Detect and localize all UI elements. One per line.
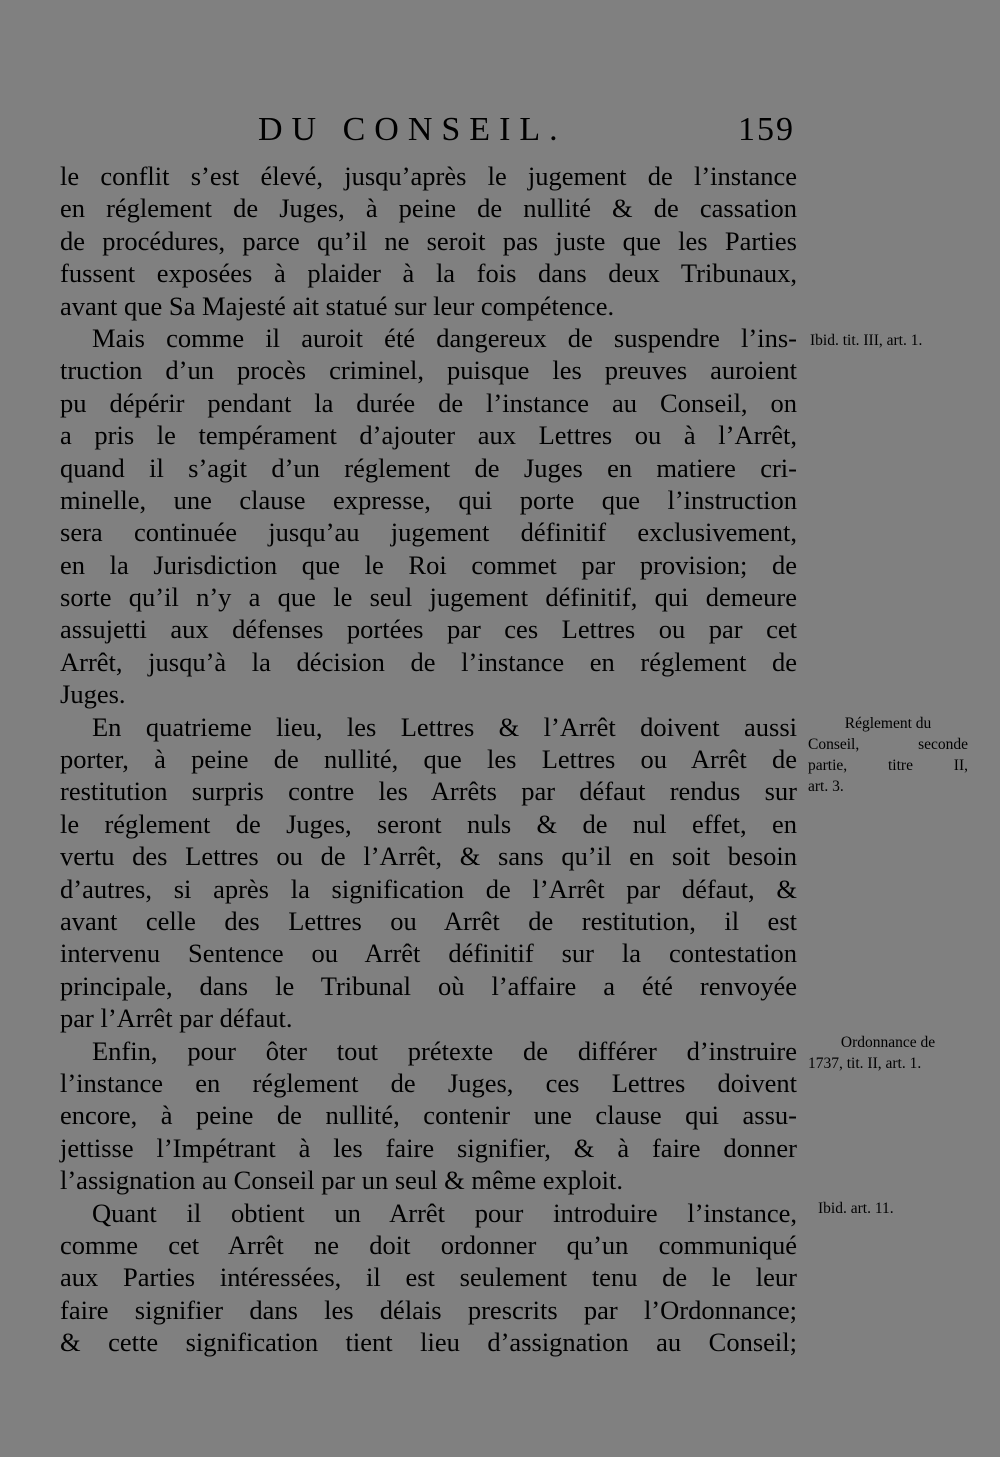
text-line: pu dépérir pendant la durée de l’instance au Conseil, on <box>60 387 797 418</box>
text-line: jettisse l’Impétrant à les faire signifier, & à faire donner <box>60 1132 797 1163</box>
margin-note-4 <box>818 1198 968 1219</box>
margin-note-line: partie, titre II, <box>808 757 968 774</box>
text-line: minelle, une clause expresse, qui porte que l’instruction <box>60 484 797 515</box>
margin-note-line: Ibid. art. 11. <box>818 1200 894 1217</box>
text-line: En quatrieme lieu, les Lettres & l’Arrêt doivent aussi <box>92 711 797 742</box>
text-line: le réglement de Juges, seront nuls & de nul effet, en <box>60 808 797 839</box>
text-line: Mais comme il auroit été dangereux de suspendre l’ins- <box>92 322 797 353</box>
margin-note-line: art. 3. <box>808 778 844 795</box>
text-line: l’instance en réglement de Juges, ces Lettres doivent <box>60 1067 797 1098</box>
text-line: en réglement de Juges, à peine de nullité & de cassation <box>60 193 797 224</box>
text-line: Juges. <box>60 679 126 710</box>
running-header <box>0 108 1000 152</box>
text-line: vertu des Lettres ou de l’Arrêt, & sans qu’il en soit besoin <box>60 841 797 872</box>
margin-note-line: Ibid. tit. III, art. 1. <box>810 332 923 349</box>
margin-note-line: 1737, tit. II, art. 1. <box>808 1055 922 1072</box>
text-line: Arrêt, jusqu’à la décision de l’instance en réglement de <box>60 646 797 677</box>
text-line: a pris le tempérament d’ajouter aux Lettres ou à l’Arrêt, <box>60 420 797 451</box>
text-line: principale, dans le Tribunal où l’affaire a été renvoyée <box>60 970 797 1001</box>
text-line: de procédures, parce qu’il ne seroit pas juste que les Parties <box>60 225 797 256</box>
margin-note-1 <box>810 330 975 351</box>
margin-note-2 <box>808 713 968 797</box>
text-line: en la Jurisdiction que le Roi commet par provision; de <box>60 549 797 580</box>
text-line: comme cet Arrêt ne doit ordonner qu’un communiqué <box>60 1229 797 1260</box>
margin-note-line: Conseil, seconde <box>808 736 968 753</box>
text-line: avant celle des Lettres ou Arrêt de restitution, il est <box>60 905 797 936</box>
text-line: Enfin, pour ôter tout prétexte de différer d’instruire <box>92 1035 797 1066</box>
text-line: l’assignation au Conseil par un seul & même exploit. <box>60 1165 624 1196</box>
margin-note-line: Ordonnance de <box>840 1034 936 1051</box>
text-line: intervenu Sentence ou Arrêt définitif sur la contestation <box>60 938 797 969</box>
text-line: sera continuée jusqu’au jugement définitif exclusivement, <box>60 517 797 548</box>
text-line: porter, à peine de nullité, que les Lettres ou Arrêt de <box>60 744 797 775</box>
text-line: truction d’un procès criminel, puisque les preuves auroient <box>60 355 797 386</box>
text-line: aux Parties intéressées, il est seulement tenu de le leur <box>60 1262 797 1293</box>
text-line: restitution surpris contre les Arrêts par défaut rendus sur <box>60 776 797 807</box>
text-line: encore, à peine de nullité, contenir une clause qui assu- <box>60 1100 797 1131</box>
text-line: par l’Arrêt par défaut. <box>60 1003 293 1034</box>
page-number: 159 <box>738 111 795 148</box>
text-line: avant que Sa Majesté ait statué sur leur compétence. <box>60 290 615 321</box>
margin-note-3 <box>808 1032 968 1074</box>
text-line: quand il s’agit d’un réglement de Juges en matiere cri- <box>60 452 797 483</box>
text-line: assujetti aux défenses portées par ces Lettres ou par cet <box>60 614 797 645</box>
text-line: d’autres, si après la signification de l’Arrêt par défaut, & <box>60 873 797 904</box>
text-line: le conflit s’est élevé, jusqu’après le jugement de l’instance <box>60 161 797 191</box>
text-line: faire signifier dans les délais prescrits par l’Ordonnance; <box>60 1294 797 1325</box>
text-line: sorte qu’il n’y a que le seul jugement définitif, qui demeure <box>60 582 797 613</box>
running-title: DU CONSEIL. <box>258 111 567 148</box>
body-text <box>60 160 797 1358</box>
margin-note-line: Réglement du <box>844 715 932 732</box>
text-line: Quant il obtient un Arrêt pour introduire l’instance, <box>92 1197 797 1228</box>
text-line: fussent exposées à plaider à la fois dans deux Tribunaux, <box>60 258 797 289</box>
text-line: & cette signification tient lieu d’assignation au Conseil; <box>60 1327 797 1358</box>
